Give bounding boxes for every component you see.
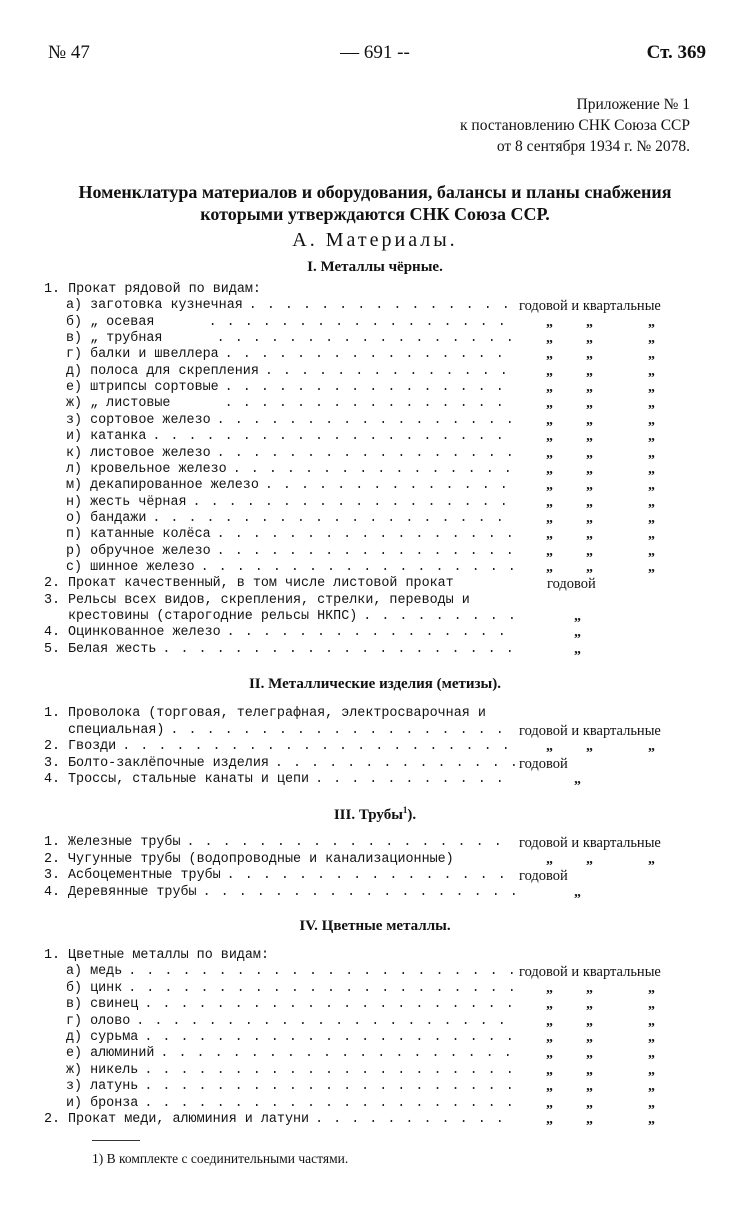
item-label: е) штрипсы сортовые — [66, 380, 219, 396]
list-row — [0, 885, 750, 901]
ditto-mark: „ — [546, 980, 553, 996]
ditto-mark: „ — [546, 997, 553, 1013]
ditto-mark: „ — [546, 347, 553, 363]
item-label: в) „ трубная — [66, 331, 163, 347]
dot-leader — [265, 364, 515, 380]
ditto-mark: „ — [586, 347, 593, 363]
dot-leader — [144, 1079, 515, 1095]
sub-item-row — [0, 1046, 750, 1062]
ditto-mark: „ — [648, 461, 655, 477]
item-label: Проволока (торговая, телеграфная, электросварочная и — [68, 706, 486, 721]
item-number: 4. — [44, 625, 61, 641]
sub-item-row — [0, 997, 750, 1013]
ditto-mark: „ — [546, 510, 553, 526]
sub-item-row — [0, 298, 750, 314]
dot-leader — [217, 331, 515, 347]
part-title: А. Материалы. — [292, 229, 458, 251]
dot-leader — [152, 429, 515, 445]
dot-leader — [144, 1096, 515, 1112]
ditto-mark: „ — [586, 1062, 593, 1078]
item-label: е) алюминий — [66, 1046, 155, 1062]
ditto-mark: „ — [546, 478, 553, 494]
ditto-mark: „ — [648, 445, 655, 461]
list-row — [0, 642, 750, 658]
dot-leader — [186, 835, 515, 851]
supply-plan-value: годовой и квартальные — [519, 964, 661, 981]
sub-item-row — [0, 1096, 750, 1112]
dot-leader — [144, 997, 515, 1013]
sub-item-row — [0, 964, 750, 980]
ditto-mark: „ — [648, 527, 655, 543]
ditto-mark: „ — [648, 396, 655, 412]
section-title: IV. Цветные металлы. — [299, 918, 451, 934]
item-label: з) латунь — [66, 1079, 139, 1095]
ditto-mark: „ — [648, 1046, 655, 1062]
ditto-mark: „ — [648, 980, 655, 996]
item-label: р) обручное железо — [66, 543, 211, 559]
ditto-mark: „ — [546, 1046, 553, 1062]
ditto-mark: „ — [546, 331, 553, 347]
ditto-mark: „ — [648, 429, 655, 445]
dot-leader — [128, 981, 515, 997]
item-number: 2. — [44, 851, 61, 867]
item-label: к) листовое железо — [66, 445, 211, 461]
item-label: крестовины (старогодние рельсы НКПС) — [68, 609, 358, 624]
dot-leader — [275, 756, 515, 772]
ditto-mark: „ — [546, 543, 553, 559]
ditto-mark: „ — [546, 445, 553, 461]
list-row — [0, 576, 750, 592]
ditto-mark: „ — [648, 543, 655, 559]
list-row — [0, 948, 750, 964]
dot-leader — [265, 478, 515, 494]
ditto-mark: „ — [648, 380, 655, 396]
ditto-mark: „ — [546, 429, 553, 445]
item-label: Прокат меди, алюминия и латуни — [68, 1112, 310, 1127]
ditto-mark: „ — [546, 739, 553, 755]
ditto-mark: „ — [586, 494, 593, 510]
item-number: 3. — [44, 868, 61, 884]
item-label: о) бандажи — [66, 510, 147, 526]
sub-item-row — [0, 511, 750, 527]
article-number: Ст. 369 — [646, 42, 706, 63]
dot-leader — [225, 347, 515, 363]
sub-item-row — [0, 331, 750, 347]
dot-leader — [233, 462, 515, 478]
ditto-mark: „ — [586, 412, 593, 428]
ditto-mark: „ — [586, 380, 593, 396]
ditto-mark: „ — [648, 1112, 655, 1127]
ditto-mark: „ — [648, 478, 655, 494]
sub-item-row — [0, 981, 750, 997]
ditto-mark: „ — [586, 1112, 593, 1127]
sub-item-row — [0, 1063, 750, 1079]
sub-item-row — [0, 364, 750, 380]
page-number: — 691 -- — [340, 42, 410, 63]
dot-leader — [209, 315, 515, 331]
item-label: 1. Цветные металлы по видам: — [44, 948, 269, 963]
ditto-mark: „ — [546, 1079, 553, 1095]
item-number: 2. — [44, 1112, 61, 1127]
item-label: б) цинк — [66, 980, 123, 996]
sub-item-row — [0, 446, 750, 462]
ditto-mark: „ — [648, 559, 655, 575]
sub-item-row — [0, 544, 750, 560]
dot-leader — [225, 396, 515, 412]
title-line: которыми утверждаются СНК Союза ССР. — [200, 204, 550, 224]
ditto-mark: „ — [546, 494, 553, 510]
ditto-mark: „ — [574, 641, 581, 657]
sub-item-row — [0, 413, 750, 429]
item-label: д) сурьма — [66, 1030, 139, 1045]
item-label: л) кровельное железо — [66, 461, 227, 477]
item-label: Болто-заклёпочные изделия — [68, 755, 269, 771]
dot-leader — [225, 380, 515, 396]
item-label: с) шинное железо — [66, 559, 195, 575]
dot-leader — [227, 625, 515, 641]
item-label: п) катанные колёса — [66, 527, 211, 543]
dot-leader — [203, 885, 515, 901]
ditto-mark: „ — [546, 314, 553, 330]
ditto-mark: „ — [648, 1062, 655, 1078]
dot-leader — [122, 739, 515, 755]
appendix-line: от 8 сентября 1934 г. № 2078. — [496, 138, 690, 155]
appendix-note — [370, 94, 690, 157]
ditto-mark: „ — [546, 527, 553, 543]
dot-leader — [193, 495, 515, 511]
ditto-mark: „ — [648, 494, 655, 510]
title-line: Номенклатура материалов и оборудования, балансы и планы снабжения — [78, 182, 672, 202]
item-label: Деревянные трубы — [68, 884, 197, 900]
sub-item-row — [0, 315, 750, 331]
item-label: специальная) — [68, 722, 165, 738]
item-label: Асбоцементные трубы — [68, 868, 221, 884]
ditto-mark: „ — [546, 396, 553, 412]
list-row — [0, 868, 750, 884]
dot-leader — [217, 527, 515, 543]
list-row — [0, 852, 750, 868]
ditto-mark: „ — [648, 1013, 655, 1029]
supply-plan-value: годовой и квартальные — [519, 722, 661, 739]
section-title-text: III. Трубы — [333, 807, 403, 823]
footnote: 1) В комплекте с соединительными частями. — [92, 1151, 349, 1166]
item-label: Прокат качественный, в том числе листовой прокат — [68, 576, 454, 592]
dot-leader — [249, 298, 515, 314]
item-number: 5. — [44, 641, 61, 657]
appendix-line: к постановлению СНК Союза ССР — [460, 117, 690, 134]
ditto-mark: „ — [648, 412, 655, 428]
item-label: и) бронза — [66, 1095, 139, 1111]
dot-leader — [144, 1063, 515, 1079]
list-row — [0, 772, 750, 788]
dot-leader — [144, 1030, 515, 1046]
ditto-mark: „ — [648, 739, 655, 755]
item-label: м) декапированное железо — [66, 478, 259, 494]
ditto-mark: „ — [648, 997, 655, 1013]
item-number: 1. — [44, 835, 61, 850]
ditto-mark: „ — [586, 1095, 593, 1111]
item-number: 2. — [44, 739, 61, 755]
item-label: Чугунные трубы (водопроводные и канализационные) — [68, 851, 454, 867]
ditto-mark: „ — [546, 1030, 553, 1045]
list-row — [0, 1112, 750, 1128]
list-row — [0, 706, 750, 722]
document-title — [30, 181, 720, 225]
ditto-mark: „ — [586, 739, 593, 755]
dot-leader — [217, 446, 515, 462]
ditto-mark: „ — [586, 1030, 593, 1045]
ditto-mark: „ — [586, 1013, 593, 1029]
appendix-line: Приложение № 1 — [576, 96, 690, 113]
issue-number: № 47 — [48, 42, 90, 63]
item-label: а) медь — [66, 964, 123, 980]
ditto-mark: „ — [648, 1095, 655, 1111]
ditto-mark: „ — [648, 510, 655, 526]
item-label: ж) „ листовые — [66, 396, 171, 412]
ditto-mark: „ — [586, 510, 593, 526]
ditto-mark: „ — [586, 997, 593, 1013]
ditto-mark: „ — [586, 478, 593, 494]
item-label: Железные трубы — [68, 835, 181, 850]
dot-leader — [136, 1014, 515, 1030]
ditto-mark: „ — [574, 772, 581, 788]
ditto-mark: „ — [586, 396, 593, 412]
ditto-mark: „ — [586, 429, 593, 445]
sub-item-row — [0, 478, 750, 494]
section-title: II. Металлические изделия (метизы). — [248, 676, 502, 692]
item-label: г) балки и швеллера — [66, 347, 219, 363]
item-label: Оцинкованное железо — [68, 625, 221, 641]
item-number: 3. — [44, 592, 61, 608]
sub-item-row — [0, 1030, 750, 1046]
ditto-mark: „ — [546, 1013, 553, 1029]
list-row — [0, 723, 750, 739]
footnote-rule — [92, 1140, 140, 1141]
item-label: г) олово — [66, 1013, 131, 1029]
ditto-mark: „ — [574, 625, 581, 641]
ditto-mark: „ — [546, 1062, 553, 1078]
item-label: Белая жесть — [68, 641, 157, 657]
list-row — [0, 756, 750, 772]
item-label: а) заготовка кузнечная — [66, 298, 243, 314]
item-label: ж) никель — [66, 1062, 139, 1078]
item-label: д) полоса для скрепления — [66, 363, 259, 379]
dot-leader — [162, 642, 515, 658]
supply-plan-value: годовой — [519, 755, 568, 772]
item-number: 4. — [44, 772, 61, 788]
item-label: Троссы, стальные канаты и цепи — [68, 772, 310, 788]
supply-plan-value: годовой и квартальные — [519, 298, 661, 315]
ditto-mark: „ — [546, 559, 553, 575]
list-row — [0, 739, 750, 755]
ditto-mark: „ — [574, 609, 581, 624]
ditto-mark: „ — [546, 1095, 553, 1111]
list-row — [0, 609, 750, 625]
ditto-mark: „ — [546, 380, 553, 396]
ditto-mark: „ — [586, 461, 593, 477]
supply-plan-value: годовой — [547, 576, 596, 593]
ditto-mark: „ — [546, 412, 553, 428]
dot-leader — [128, 964, 515, 980]
ditto-mark: „ — [648, 347, 655, 363]
item-label: з) сортовое железо — [66, 412, 211, 428]
dot-leader — [160, 1046, 515, 1062]
item-number: 4. — [44, 884, 61, 900]
sub-item-row — [0, 380, 750, 396]
item-label: и) катанка — [66, 429, 147, 445]
ditto-mark: „ — [586, 559, 593, 575]
ditto-mark: „ — [546, 851, 553, 867]
ditto-mark: „ — [586, 331, 593, 347]
ditto-mark: „ — [586, 980, 593, 996]
ditto-mark: „ — [648, 314, 655, 330]
dot-leader — [152, 511, 515, 527]
item-number: 3. — [44, 755, 61, 771]
item-number: 1. — [44, 706, 61, 721]
ditto-mark: „ — [586, 363, 593, 379]
list-row — [0, 593, 750, 609]
dot-leader — [363, 609, 515, 625]
item-label: Рельсы всех видов, скрепления, стрелки, переводы и — [68, 592, 470, 608]
supply-plan-value: годовой и квартальные — [519, 835, 661, 851]
item-label: н) жесть чёрная — [66, 494, 187, 510]
sub-item-row — [0, 527, 750, 543]
ditto-mark: „ — [586, 851, 593, 867]
ditto-mark: „ — [586, 543, 593, 559]
section-title — [0, 805, 750, 824]
list-row — [0, 835, 750, 851]
sub-item-row — [0, 462, 750, 478]
dot-leader — [217, 544, 515, 560]
sub-item-row — [0, 560, 750, 576]
item-label: 1. Прокат рядовой по видам: — [44, 282, 261, 297]
ditto-mark: „ — [586, 1046, 593, 1062]
ditto-mark: „ — [546, 363, 553, 379]
ditto-mark: „ — [546, 461, 553, 477]
ditto-mark: „ — [586, 314, 593, 330]
ditto-mark: „ — [586, 527, 593, 543]
sub-item-row — [0, 495, 750, 511]
section-title-suffix: ). — [407, 807, 417, 823]
item-label: Гвозди — [68, 739, 117, 755]
ditto-mark: „ — [648, 1079, 655, 1095]
item-number: 2. — [44, 576, 61, 592]
ditto-mark: „ — [586, 1079, 593, 1095]
sub-item-row — [0, 1014, 750, 1030]
ditto-mark: „ — [574, 884, 581, 900]
ditto-mark: „ — [648, 363, 655, 379]
dot-leader — [217, 413, 515, 429]
dot-leader — [315, 1112, 515, 1128]
dot-leader — [170, 723, 515, 739]
dot-leader — [227, 868, 515, 884]
section-title: I. Металлы чёрные. — [307, 259, 443, 275]
item-label: б) „ осевая — [66, 314, 155, 330]
dot-leader — [315, 772, 515, 788]
supply-plan-value: годовой — [519, 868, 568, 885]
sub-item-row — [0, 429, 750, 445]
sub-item-row — [0, 1079, 750, 1095]
ditto-mark: „ — [648, 331, 655, 347]
ditto-mark: „ — [648, 851, 655, 867]
sub-item-row — [0, 347, 750, 363]
ditto-mark: „ — [546, 1112, 553, 1127]
list-row — [0, 282, 750, 298]
list-row — [0, 625, 750, 641]
ditto-mark: „ — [648, 1030, 655, 1045]
dot-leader — [201, 560, 515, 576]
item-label: в) свинец — [66, 997, 139, 1013]
footnote-marker: 1 — [402, 805, 408, 815]
ditto-mark: „ — [586, 445, 593, 461]
sub-item-row — [0, 396, 750, 412]
